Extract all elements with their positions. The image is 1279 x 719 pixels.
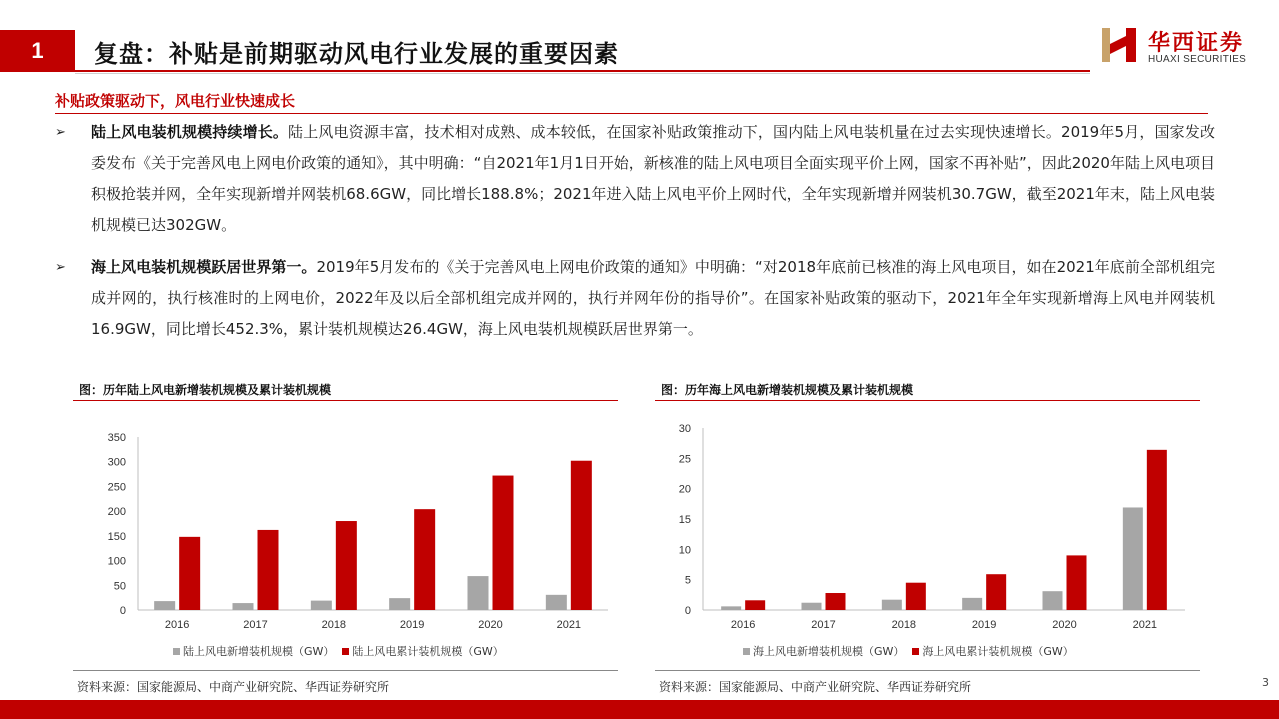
- chart-legend: [173, 643, 504, 659]
- x-tick-label: 2020: [478, 619, 503, 631]
- bar-cumulative-2019: [986, 574, 1006, 610]
- legend-swatch: [173, 648, 180, 655]
- chart-bottom-divider: [655, 670, 1200, 671]
- bar-cumulative-2017: [826, 593, 846, 610]
- legend-label: 陆上风电累计装机规模（GW）: [352, 645, 504, 658]
- footer-bar: [0, 700, 1279, 719]
- bar-cumulative-2021: [1147, 450, 1167, 610]
- bullet-body: 陆上风电资源丰富，技术相对成熟、成本较低，在国家补贴政策推动下，国内陆上风电装机量在过去实现快速增长。2019年5月，国家发改委发布《关于完善风电上网电价政策的通知》，其中明确：“自2021年1月1日开始，新核准的陆上风电项目全面实现平价上网，国家不再补贴”，因此2020年陆上风电项目积极抢装并网，全年实现新增并网装机68.6GW，同比增长188.8%；2021年进入陆上风电平价上网时代，全年实现新增并网装机30.7GW，截至2021年末，陆上风电装机规模已达302GW。: [91, 123, 1215, 234]
- bar-new-2019: [962, 598, 982, 610]
- bullet-arrow-icon: ➢: [55, 125, 66, 140]
- x-tick-label: 2021: [556, 619, 582, 631]
- x-tick-label: 2016: [164, 619, 190, 631]
- bullet-body: 2019年5月发布的《关于完善风电上网电价政策的通知》中明确：“对2018年底前已核准的海上风电项目，如在2021年底前全部机组完成并网的，执行核准时的上网电价，2022年及以后全部机组完成并网的，执行并网年份的指导价”。在国家补贴政策的驱动下，2021年全年实现新增海上风电并网装机16.9GW，同比增长452.3%，累计装机规模达26.4GW，海上风电装机规模跃居世界第一。: [91, 258, 1215, 338]
- legend-label: 陆上风电新增装机规模（GW）: [183, 645, 335, 658]
- y-tick-label: 25: [678, 453, 691, 466]
- x-tick-label: 2018: [891, 619, 917, 631]
- y-tick-label: 350: [107, 432, 126, 444]
- y-tick-label: 50: [113, 580, 126, 593]
- bar-cumulative-2018: [336, 521, 357, 610]
- chart-title-divider: [73, 400, 618, 401]
- bar-new-2020: [1043, 591, 1063, 610]
- title-divider-shadow: [75, 73, 1090, 74]
- y-tick-label: 250: [107, 481, 126, 494]
- bullet-arrow-icon: ➢: [55, 260, 66, 275]
- bar-new-2016: [721, 606, 741, 610]
- bar-cumulative-2018: [906, 583, 926, 610]
- bar-cumulative-2021: [571, 461, 592, 610]
- page-title: 复盘：补贴是前期驱动风电行业发展的重要因素: [94, 39, 619, 68]
- company-logo: [1100, 24, 1260, 68]
- legend-swatch: [912, 648, 919, 655]
- chart-bottom-divider: [73, 670, 618, 671]
- legend-label: 海上风电累计装机规模（GW）: [922, 645, 1074, 658]
- bar-new-2021: [546, 595, 567, 610]
- logo-text-en: HUAXI SECURITIES: [1148, 54, 1247, 65]
- bar-cumulative-2019: [414, 509, 435, 610]
- x-tick-label: 2020: [1052, 619, 1077, 631]
- x-tick-label: 2017: [811, 619, 836, 631]
- legend-item: [342, 643, 503, 659]
- bar-cumulative-2017: [258, 530, 279, 610]
- bar-new-2018: [882, 600, 902, 610]
- y-tick-label: 100: [107, 555, 126, 568]
- y-tick-label: 20: [678, 483, 691, 496]
- chart-title: 图：历年海上风电新增装机规模及累计装机规模: [661, 383, 914, 397]
- bar-new-2017: [233, 603, 254, 610]
- x-tick-label: 2021: [1132, 619, 1158, 631]
- legend-label: 海上风电新增装机规模（GW）: [753, 645, 905, 658]
- page-number: 3: [1262, 676, 1269, 689]
- chart-title-divider: [655, 400, 1200, 401]
- offshore-chart-panel: [655, 375, 1200, 700]
- onshore-chart-panel: [73, 375, 618, 700]
- legend-item: [912, 643, 1073, 659]
- x-tick-label: 2019: [971, 619, 997, 631]
- x-tick-label: 2018: [321, 619, 347, 631]
- legend-item: [743, 643, 904, 659]
- bullet-lead: 陆上风电装机规模持续增长。: [91, 123, 289, 141]
- x-tick-label: 2016: [730, 619, 756, 631]
- y-tick-label: 10: [678, 544, 691, 557]
- offshore-bar-chart: [655, 405, 1200, 637]
- y-tick-label: 200: [107, 506, 126, 519]
- bullet-lead: 海上风电装机规模跃居世界第一。: [91, 258, 317, 276]
- bullet-onshore: [55, 117, 1215, 241]
- legend-swatch: [743, 648, 750, 655]
- huaxi-logo-icon: [1100, 24, 1142, 66]
- legend-swatch: [342, 648, 349, 655]
- bullet-text: [91, 252, 1215, 345]
- chart-source: 资料来源：国家能源局、中商产业研究院、华西证券研究所: [77, 680, 390, 694]
- section-number-badge: 1: [0, 30, 75, 72]
- bar-cumulative-2016: [745, 600, 765, 610]
- chart-source: 资料来源：国家能源局、中商产业研究院、华西证券研究所: [659, 680, 972, 694]
- y-tick-label: 150: [107, 530, 126, 543]
- bar-cumulative-2020: [1067, 555, 1087, 610]
- bar-new-2021: [1123, 507, 1143, 610]
- y-tick-label: 300: [107, 456, 126, 469]
- bar-cumulative-2020: [493, 476, 514, 610]
- x-tick-label: 2019: [399, 619, 425, 631]
- bar-new-2019: [389, 598, 410, 610]
- onshore-bar-chart: [73, 405, 618, 637]
- chart-title: 图：历年陆上风电新增装机规模及累计装机规模: [79, 383, 332, 397]
- legend-item: [173, 643, 334, 659]
- bar-new-2018: [311, 601, 332, 610]
- logo-text-cn: 华西证券: [1148, 31, 1245, 56]
- x-tick-label: 2017: [243, 619, 268, 631]
- chart-legend: [743, 643, 1074, 659]
- bar-new-2016: [154, 601, 175, 610]
- bar-new-2017: [802, 603, 822, 610]
- bullet-text: [91, 117, 1215, 241]
- title-divider: [75, 70, 1090, 72]
- y-tick-label: 0: [684, 605, 691, 617]
- bar-new-2020: [468, 576, 489, 610]
- y-tick-label: 15: [678, 514, 691, 526]
- y-tick-label: 5: [684, 574, 691, 587]
- y-tick-label: 0: [119, 605, 126, 617]
- section-subtitle: 补贴政策驱动下，风电行业快速成长: [55, 92, 296, 110]
- bullet-offshore: [55, 252, 1215, 345]
- y-tick-label: 30: [678, 423, 691, 435]
- subtitle-divider: [55, 113, 1208, 114]
- bar-cumulative-2016: [179, 537, 200, 610]
